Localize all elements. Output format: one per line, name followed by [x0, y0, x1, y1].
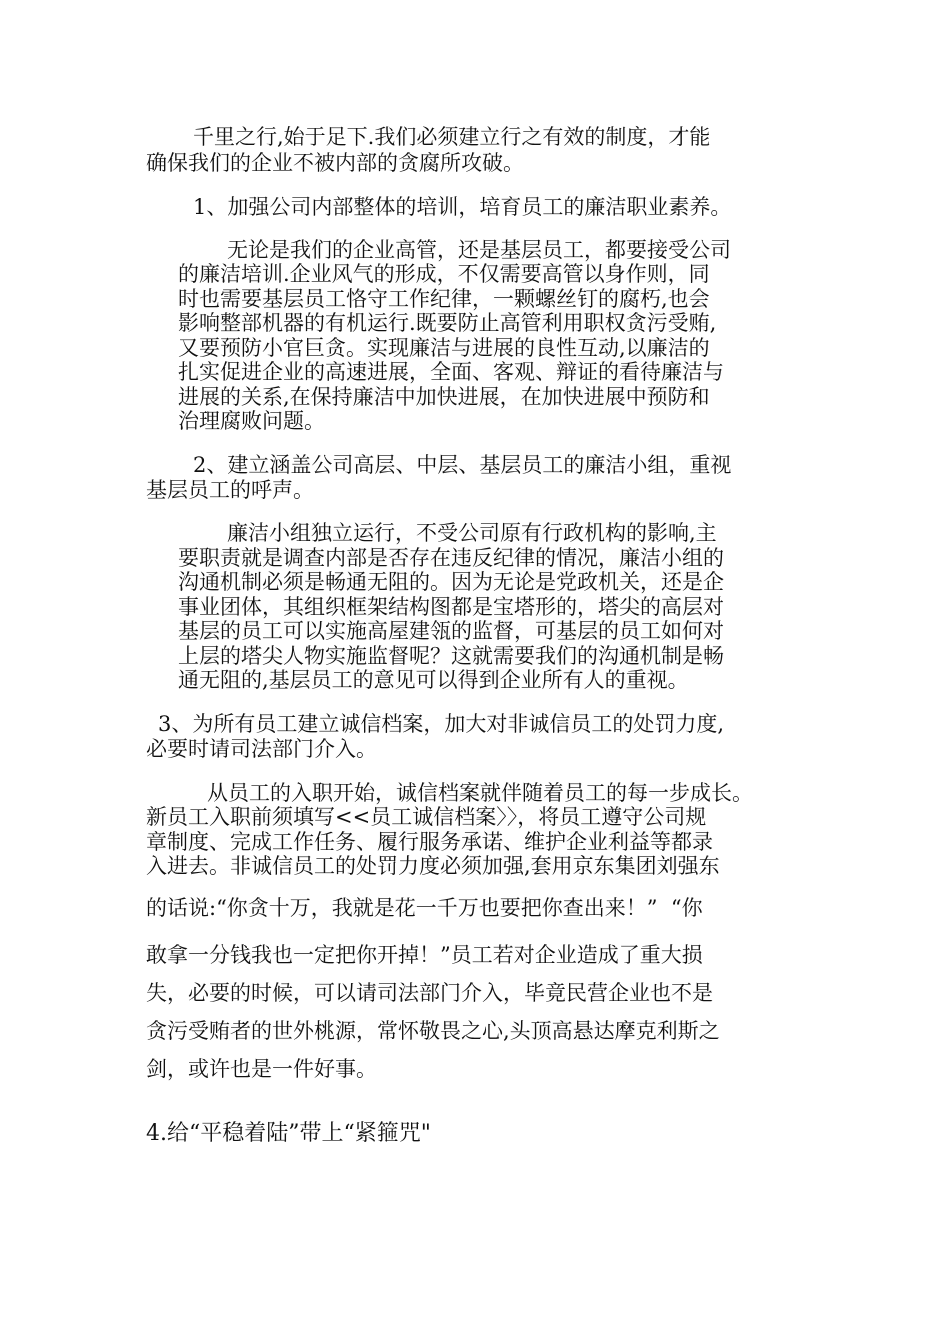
- text-line: 从员工的入职开始，诚信档案就伴随着员工的每一步成长。: [207, 781, 753, 805]
- text-line: 廉洁小组独立运行，不受公司原有行政机构的影响,主: [227, 521, 717, 545]
- text-line: 要职责就是调查内部是否存在违反纪律的情况，廉洁小组的: [178, 546, 724, 570]
- section-heading: 1、加强公司内部整体的培训，培育员工的廉洁职业素养。: [193, 195, 732, 219]
- text-line: 入进去。非诚信员工的处罚力度必须加强,套用京东集团刘强东: [146, 854, 720, 878]
- text-line: 章制度、完成工作任务、履行服务承诺、维护企业利益等都录: [146, 830, 713, 854]
- text-line: 进展的关系,在保持廉洁中加快进展，在加快进展中预防和: [178, 385, 710, 409]
- text-line: 上层的塔尖人物实施监督呢？这就需要我们的沟通机制是畅: [178, 644, 724, 668]
- text-line: 剑，或许也是一件好事。: [146, 1057, 377, 1081]
- text-line: 无论是我们的企业高管，还是基层员工，都要接受公司: [227, 238, 731, 262]
- section-heading: 2、建立涵盖公司高层、中层、基层员工的廉洁小组，重视: [193, 453, 732, 477]
- text-line: 确保我们的企业不被内部的贪腐所攻破。: [146, 151, 524, 175]
- section-heading: 必要时请司法部门介入。: [146, 737, 377, 761]
- section-heading: 4.给“平稳着陆”带上“紧箍咒": [146, 1121, 431, 1146]
- text-line: 影响整部机器的有机运行.既要防止高管利用职权贪污受贿,: [178, 311, 717, 335]
- text-line: 的话说:“你贪十万，我就是花一千万也要把你查出来！” “你: [146, 896, 703, 920]
- text-line: 扎实促进企业的高速进展，全面、客观、辩证的看待廉洁与: [178, 360, 724, 384]
- text-line: 基层的员工可以实施高屋建瓴的监督，可基层的员工如何对: [178, 619, 724, 643]
- text-line: 又要预防小官巨贪。实现廉洁与进展的良性互动,以廉洁的: [178, 336, 710, 360]
- text-line: 贪污受贿者的世外桃源，常怀敬畏之心,头顶高悬达摩克利斯之: [146, 1019, 720, 1043]
- text-line: 千里之行,始于足下.我们必须建立行之有效的制度，才能: [193, 125, 711, 149]
- section-heading: 3、为所有员工建立诚信档案，加大对非诚信员工的处罚力度,: [158, 712, 725, 736]
- section-heading: 基层员工的呼声。: [146, 478, 314, 502]
- text-line: 治理腐败问题。: [178, 409, 325, 433]
- text-line: 失，必要的时候，可以请司法部门介入，毕竟民营企业也不是: [146, 981, 713, 1005]
- text-line: 通无阻的,基层员工的意见可以得到企业所有人的重视。: [178, 668, 689, 692]
- text-line: 沟通机制必须是畅通无阻的。因为无论是党政机关，还是企: [178, 570, 724, 594]
- text-line: 时也需要基层员工恪守工作纪律，一颗螺丝钉的腐朽,也会: [178, 287, 710, 311]
- text-line: 的廉洁培训.企业风气的形成，不仅需要高管以身作则，同: [178, 262, 710, 286]
- text-line: 事业团体，其组织框架结构图都是宝塔形的，塔尖的高层对: [178, 595, 724, 619]
- text-line: 新员工入职前须填写<<员工诚信档案〉〉，将员工遵守公司规: [146, 805, 707, 829]
- text-line: 敢拿一分钱我也一定把你开掉！”员工若对企业造成了重大损: [146, 943, 703, 967]
